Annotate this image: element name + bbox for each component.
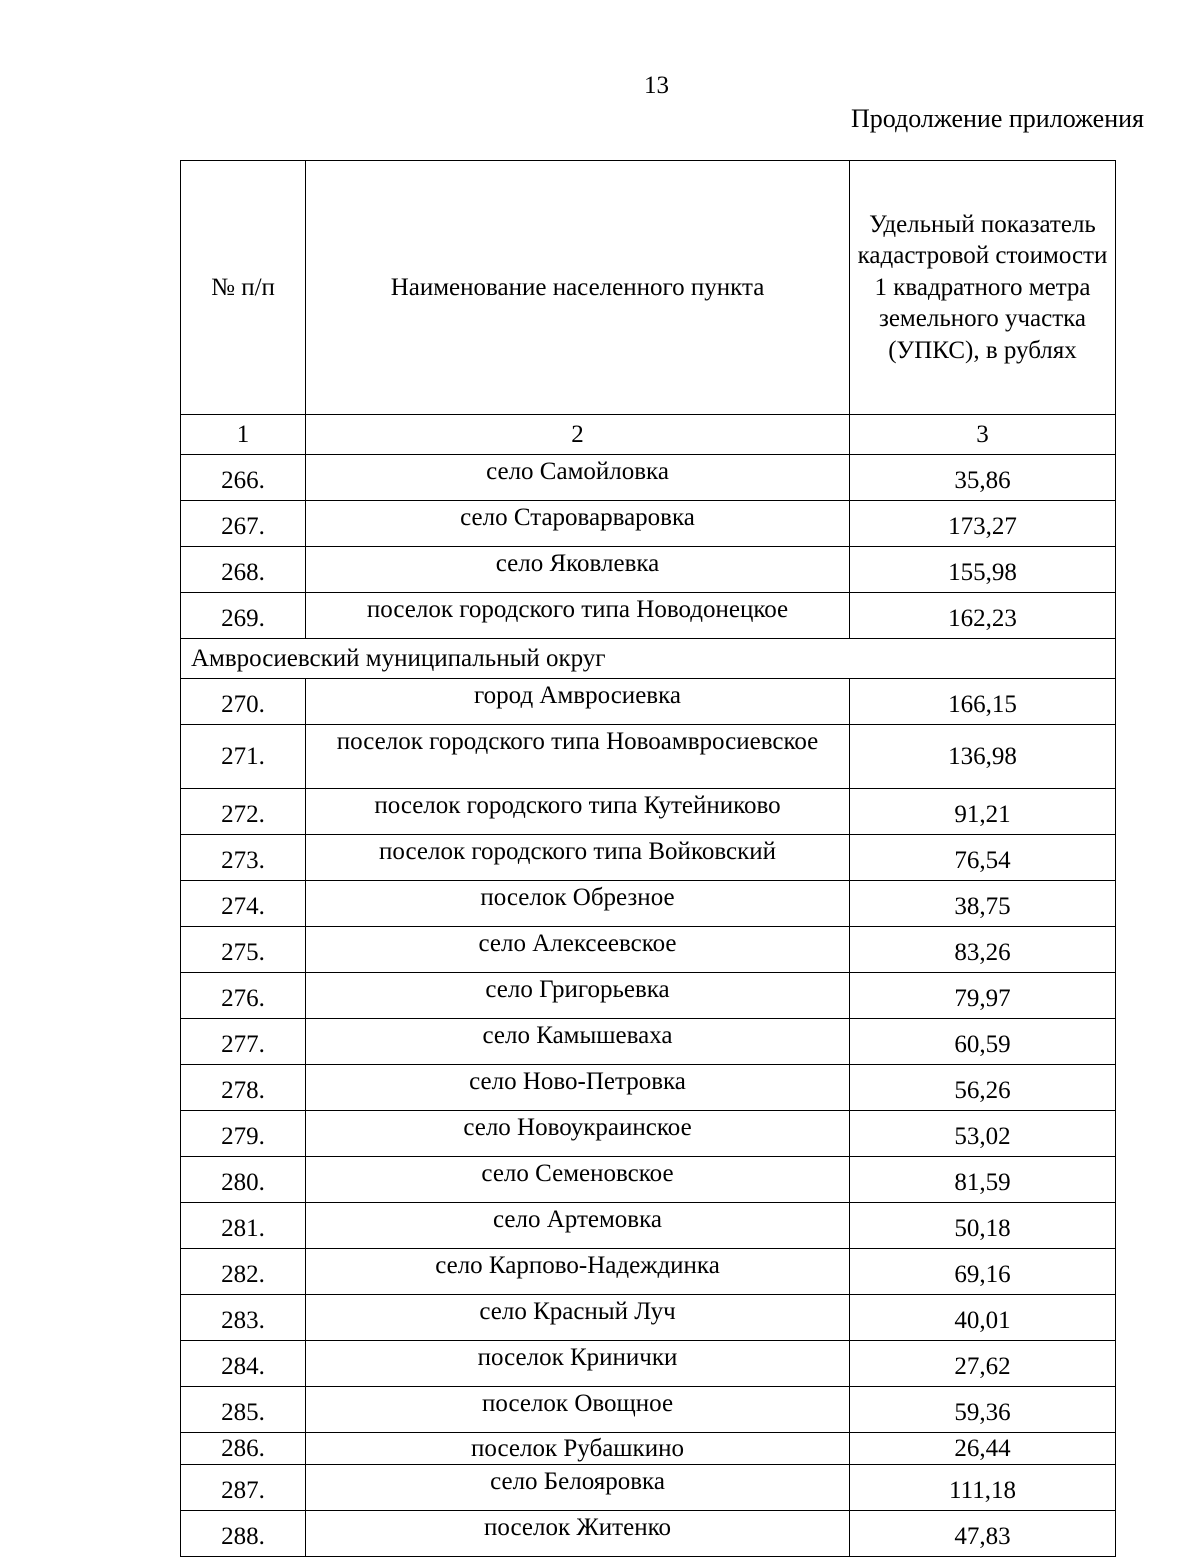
row-number: 271. (181, 725, 306, 789)
table-row (181, 1203, 1116, 1249)
upks-value: 81,59 (850, 1157, 1116, 1203)
row-number: 279. (181, 1111, 306, 1157)
table-row (181, 679, 1116, 725)
table-row (181, 881, 1116, 927)
upks-value: 136,98 (850, 725, 1116, 789)
table-row (181, 1387, 1116, 1433)
cadastral-value-table (180, 160, 1116, 1557)
table-row (181, 927, 1116, 973)
settlement-name: поселок Овощное (306, 1387, 850, 1433)
column-number: 2 (306, 415, 850, 455)
row-number: 269. (181, 593, 306, 639)
upks-value: 155,98 (850, 547, 1116, 593)
upks-value: 50,18 (850, 1203, 1116, 1249)
upks-value: 38,75 (850, 881, 1116, 927)
settlement-name: село Самойловка (306, 455, 850, 501)
section-title: Амвросиевский муниципальный округ (181, 639, 1116, 679)
row-number: 280. (181, 1157, 306, 1203)
row-number: 281. (181, 1203, 306, 1249)
upks-value: 53,02 (850, 1111, 1116, 1157)
column-header-value: Удельный показатель кадастровой стоимости 1 квадратного метра земельного участка (УПКС), в рублях (850, 161, 1116, 415)
settlement-name: село Артемовка (306, 1203, 850, 1249)
table-row (181, 593, 1116, 639)
upks-value: 162,23 (850, 593, 1116, 639)
upks-value: 111,18 (850, 1465, 1116, 1511)
upks-value: 60,59 (850, 1019, 1116, 1065)
settlement-name: поселок Житенко (306, 1511, 850, 1557)
upks-value: 47,83 (850, 1511, 1116, 1557)
column-number: 3 (850, 415, 1116, 455)
continuation-label: Продолжение приложения (850, 104, 1144, 133)
row-number: 273. (181, 835, 306, 881)
upks-value: 166,15 (850, 679, 1116, 725)
table-row (181, 1249, 1116, 1295)
settlement-name: село Белояровка (306, 1465, 850, 1511)
row-number: 272. (181, 789, 306, 835)
row-number: 277. (181, 1019, 306, 1065)
settlement-name: село Камышеваха (306, 1019, 850, 1065)
table-row (181, 1019, 1116, 1065)
row-number: 268. (181, 547, 306, 593)
settlement-name: поселок городского типа Новоамвросиевское (306, 725, 850, 789)
upks-value: 173,27 (850, 501, 1116, 547)
page-number: 13 (644, 72, 669, 99)
row-number: 288. (181, 1511, 306, 1557)
upks-value: 27,62 (850, 1341, 1116, 1387)
table-row (181, 835, 1116, 881)
settlement-name: поселок Обрезное (306, 881, 850, 927)
row-number: 274. (181, 881, 306, 927)
table-row (181, 1111, 1116, 1157)
section-row (181, 639, 1116, 679)
table-row (181, 1157, 1116, 1203)
settlement-name: село Староварваровка (306, 501, 850, 547)
row-number: 266. (181, 455, 306, 501)
upks-value: 40,01 (850, 1295, 1116, 1341)
column-numbers-row (181, 415, 1116, 455)
settlement-name: поселок городского типа Кутейниково (306, 789, 850, 835)
row-number: 275. (181, 927, 306, 973)
row-number: 286. (181, 1433, 306, 1465)
table-row (181, 1295, 1116, 1341)
settlement-name: село Григорьевка (306, 973, 850, 1019)
upks-value: 56,26 (850, 1065, 1116, 1111)
settlement-name: город Амвросиевка (306, 679, 850, 725)
row-number: 287. (181, 1465, 306, 1511)
table-row (181, 1465, 1116, 1511)
settlement-name: село Семеновское (306, 1157, 850, 1203)
upks-value: 76,54 (850, 835, 1116, 881)
table-row (181, 725, 1116, 789)
table-row (181, 789, 1116, 835)
row-number: 276. (181, 973, 306, 1019)
settlement-name: село Красный Луч (306, 1295, 850, 1341)
row-number: 267. (181, 501, 306, 547)
table-row (181, 973, 1116, 1019)
column-number: 1 (181, 415, 306, 455)
column-header-number: № п/п (181, 161, 306, 415)
column-header-name: Наименование населенного пункта (306, 161, 850, 415)
upks-value: 91,21 (850, 789, 1116, 835)
row-number: 285. (181, 1387, 306, 1433)
table-row (181, 1511, 1116, 1557)
row-number: 270. (181, 679, 306, 725)
table-row (181, 1065, 1116, 1111)
table-row (181, 547, 1116, 593)
settlement-name: село Новоукраинское (306, 1111, 850, 1157)
settlement-name: село Ново-Петровка (306, 1065, 850, 1111)
upks-value: 83,26 (850, 927, 1116, 973)
table-row (181, 455, 1116, 501)
upks-value: 59,36 (850, 1387, 1116, 1433)
table-row (181, 1433, 1116, 1465)
settlement-name: поселок городского типа Войковский (306, 835, 850, 881)
settlement-name: поселок Рубашкино (306, 1433, 850, 1465)
settlement-name: поселок Кринички (306, 1341, 850, 1387)
settlement-name: село Карпово-Надеждинка (306, 1249, 850, 1295)
settlement-name: поселок городского типа Новодонецкое (306, 593, 850, 639)
settlement-name: село Яковлевка (306, 547, 850, 593)
table-row (181, 501, 1116, 547)
upks-value: 26,44 (850, 1433, 1116, 1465)
row-number: 284. (181, 1341, 306, 1387)
upks-value: 35,86 (850, 455, 1116, 501)
row-number: 278. (181, 1065, 306, 1111)
upks-value: 79,97 (850, 973, 1116, 1019)
row-number: 283. (181, 1295, 306, 1341)
table-header-row (181, 161, 1116, 415)
settlement-name: село Алексеевское (306, 927, 850, 973)
upks-value: 69,16 (850, 1249, 1116, 1295)
table-row (181, 1341, 1116, 1387)
row-number: 282. (181, 1249, 306, 1295)
